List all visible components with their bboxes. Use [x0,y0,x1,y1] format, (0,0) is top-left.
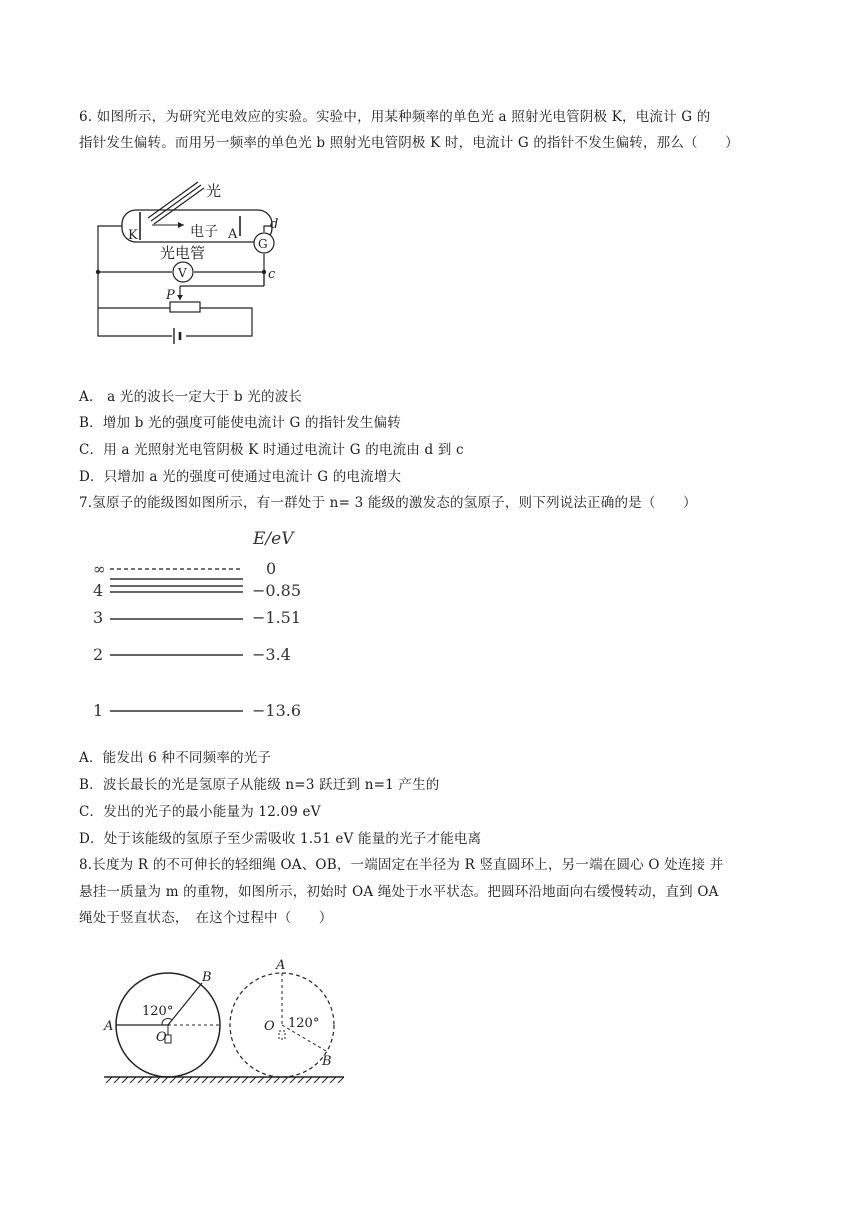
angle-label-final: 120° [288,1016,320,1031]
point-c-label: c [268,267,276,282]
level-2-n: 2 [93,645,104,664]
light-beam [148,182,204,224]
label-B-initial: B [202,970,212,985]
q7-stem: 7.氢原子的能级图如图所示，有一群处于 n= 3 能级的激发态的氢原子，则下列说法正确的是（ ） [79,495,697,511]
label-O-initial: O [156,1030,167,1045]
q6-stem-line1: 6. 如图所示，为研究光电效应的实验。实验中，用某种频率的单色光 a 照射光电管阴极 K，电流计 G 的 [79,109,711,125]
q7-option-d: D．处于该能级的氢原子至少需吸收 1.51 eV 能量的光子才能电离 [79,831,482,847]
label-O-final: O [264,1019,275,1034]
level-4-energy: −0.85 [252,581,302,600]
light-label: 光 [206,182,222,200]
cathode-label-K: K [128,228,138,243]
point-d-label: d [270,217,279,232]
level-1-n: 1 [93,701,104,720]
q8-stem-line1: 8.长度为 R 的不可伸长的轻细绳 OA、OB，一端固定在半径为 R 竖直圆环上，另一端在圆心 O 处连接 并 [79,857,724,873]
q6-option-d: D．只增加 a 光的强度可使通过电流计 G 的电流增大 [79,469,402,485]
tube-label: 光电管 [160,244,206,262]
voltmeter-label: V [178,266,187,280]
q6-option-b: B．增加 b 光的强度可能使电流计 G 的指针发生偏转 [79,415,401,431]
q6-stem-line2: 指针发生偏转。而用另一频率的单色光 b 照射光电管阴极 K 时，电流计 G 的指针不发生偏转，那么（ ） [79,135,739,151]
level-4-n: 4 [93,581,104,600]
label-A-final: A [276,958,286,973]
level-2-energy: −3.4 [252,645,291,664]
rheostat [170,302,200,312]
level-1-energy: −13.6 [252,701,302,720]
energy-unit-label: E/eV [253,529,294,549]
angle-label-initial: 120° [142,1004,174,1019]
level-3-n: 3 [93,608,104,627]
galvanometer-label: G [258,237,268,251]
slider-label-P: P [166,288,175,303]
dot-right-96 [262,270,266,274]
dot-left-96 [96,270,100,274]
q6-option-a: A． a 光的波长一定大于 b 光的波长 [79,389,303,405]
energy-level-diagram [88,524,318,724]
weight-final [279,1031,285,1039]
q7-option-a: A．能发出 6 种不同频率的光子 [79,750,272,766]
electron-label: 电子 [190,224,218,240]
photoelectric-circuit-figure [90,176,290,356]
level-inf-n: ∞ [93,560,106,578]
level-inf-energy: 0 [266,559,277,578]
q8-stem-line3: 绳处于竖直状态， 在这个过程中（ ） [79,910,333,926]
label-A-initial: A [104,1019,114,1034]
level-3-energy: −1.51 [252,608,302,627]
q7-option-b: B．波长最长的光是氢原子从能级 n=3 跃迁到 n=1 产生的 [79,777,440,793]
q7-option-c: C．发出的光子的最小能量为 12.09 eV [79,804,321,820]
ring-rope-figure [98,955,348,1090]
anode-label-A: A [228,227,238,242]
q8-stem-line2: 悬挂一质量为 m 的重物，如图所示，初始时 OA 绳处于水平状态。把圆环沿地面向右缓慢转动，直到 OA [79,884,719,900]
q6-option-c: C．用 a 光照射光电管阴极 K 时通过电流计 G 的电流由 d 到 c [79,442,464,458]
ground-hatching [106,1077,344,1083]
label-B-final: B [322,1054,332,1069]
